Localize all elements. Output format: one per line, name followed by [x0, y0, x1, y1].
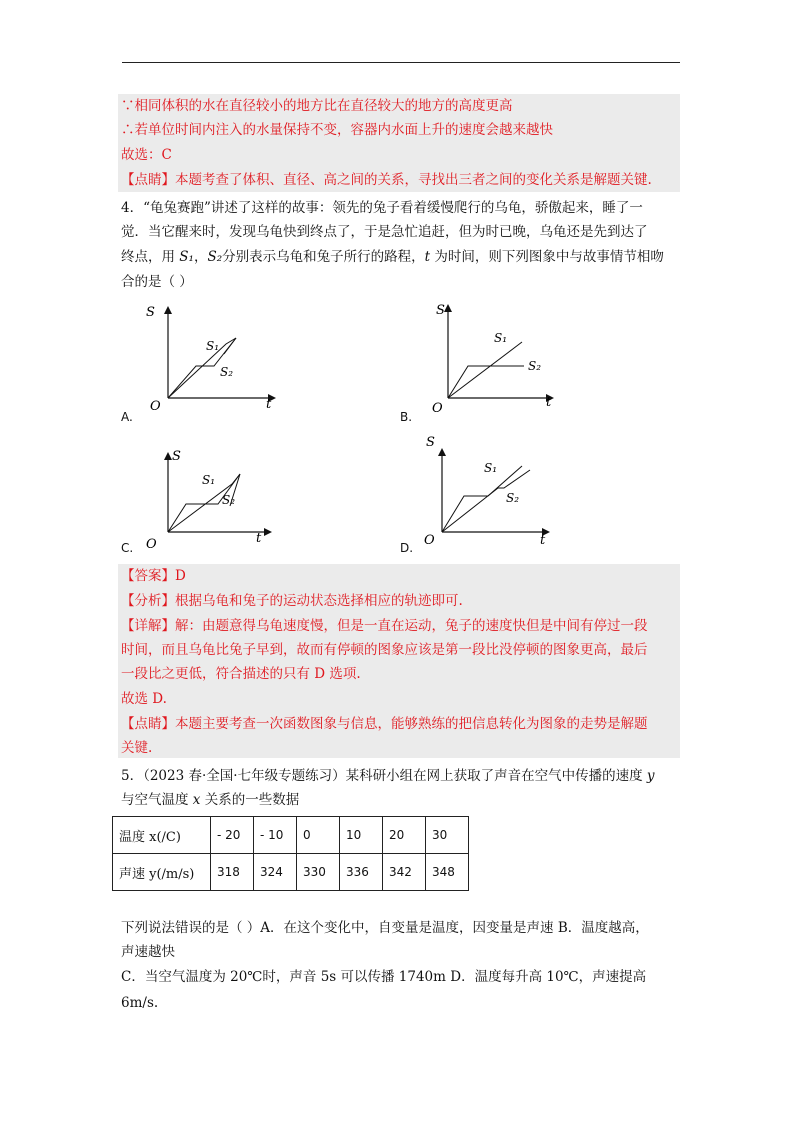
- origin-label: O: [424, 533, 435, 548]
- x-symbol: x: [192, 792, 201, 808]
- series-1-label: S₁: [484, 461, 498, 475]
- q5-line-1: [121, 766, 655, 786]
- q5-text: 5．（2023 春·全国·七年级专题练习）某科研小组在网上获取了声音在空气中传播的速度: [121, 768, 647, 784]
- axis-x-label: t: [256, 531, 262, 546]
- axis-y-label: S: [172, 449, 181, 464]
- detail-line-2: 时间，而且乌龟比兔子早到，故而有停顿的图象应该是第一段比没停顿的图象更高，最后: [121, 642, 648, 658]
- axis-y-label: S: [146, 305, 155, 320]
- table-cell: 20: [383, 817, 426, 854]
- table-cell: 10: [340, 817, 383, 854]
- origin-label: O: [150, 399, 161, 413]
- series-1-label: S₁: [494, 331, 508, 345]
- graph-b: [418, 296, 563, 416]
- table-cell: 0: [297, 817, 340, 854]
- table-cell: 342: [383, 854, 426, 891]
- table-cell: - 10: [254, 817, 297, 854]
- q4-line-1: 4．“龟兔赛跑”讲述了这样的故事：领先的兔子看着缓慢爬行的乌龟，骄傲起来，睡了一: [121, 200, 643, 216]
- q4-text: 为时间，则下列图象中与故事情节相吻: [430, 249, 664, 265]
- conclusion-line: ∴若单位时间内注入的水量保持不变，容器内水面上升的速度会越来越快: [121, 122, 553, 138]
- graph-d: [418, 430, 563, 555]
- y-symbol: y: [646, 768, 655, 784]
- table-cell: 30: [426, 817, 469, 854]
- q4-text: 分别表示乌龟和兔子所行的路程，: [222, 249, 425, 265]
- series-1-label: S₁: [202, 473, 216, 487]
- q4-line-3: [121, 247, 664, 267]
- origin-label: O: [432, 401, 443, 416]
- q5-options-line-3: C．当空气温度为 20℃时，声音 5s 可以传播 1740m D．温度每升高 10℃，声速提高: [121, 969, 647, 985]
- graph-a: [138, 298, 283, 413]
- choice-line: 故选：C: [121, 147, 172, 163]
- q5-text: 关系的一些数据: [200, 792, 300, 808]
- comment-line: 【点睛】本题考查了体积、直径、高之间的关系，寻找出三者之间的变化关系是解题关键.: [121, 172, 652, 188]
- series-1-label: S₁: [206, 339, 220, 353]
- series-2-label: S₂: [220, 365, 234, 379]
- header-rule: [122, 62, 680, 63]
- q5-options-line-1: 下列说法错误的是（ ）A．在这个变化中，自变量是温度，因变量是声速 B．温度越高，: [121, 920, 649, 936]
- axis-x-label: t: [540, 533, 546, 548]
- answer-line: 【答案】D: [121, 568, 186, 584]
- option-d-label: D.: [400, 541, 414, 555]
- analysis-line: 【分析】根据乌龟和兔子的运动状态选择相应的轨迹即可.: [121, 593, 463, 609]
- table-row: [113, 854, 469, 891]
- table-row: [113, 817, 469, 854]
- origin-label: O: [146, 537, 157, 552]
- q4-line-2: 觉．当它醒来时，发现乌龟快到终点了，于是急忙追赶，但为时已晚，乌龟还是先到达了: [121, 224, 648, 240]
- table-header: 声速 y(/m/s): [113, 854, 211, 891]
- table-cell: 330: [297, 854, 340, 891]
- axis-x-label: t: [546, 395, 552, 410]
- q4-line-4: 合的是（ ）: [121, 274, 193, 290]
- table-cell: 348: [426, 854, 469, 891]
- series-2-label: S₂: [528, 359, 542, 373]
- option-c-label: C.: [121, 541, 134, 555]
- s2-symbol: S₂: [207, 249, 223, 265]
- table-cell: 324: [254, 854, 297, 891]
- separator: ，: [193, 249, 208, 265]
- axis-x-label: t: [266, 397, 272, 412]
- data-table: [112, 816, 469, 891]
- table-header: 温度 x(/C): [113, 817, 211, 854]
- comment-line-2: 关键.: [121, 740, 153, 756]
- table-cell: 336: [340, 854, 383, 891]
- t-symbol: t: [424, 249, 431, 265]
- q5-line-2: [121, 790, 299, 810]
- table-cell: - 20: [211, 817, 254, 854]
- series-2-label: S₂: [506, 491, 520, 505]
- choose-line: 故选 D.: [121, 691, 167, 707]
- q4-text: 终点，用: [121, 249, 180, 265]
- axis-y-label: S: [426, 435, 435, 450]
- option-b-label: B.: [400, 410, 413, 424]
- comment-line-1: 【点睛】本题主要考查一次函数图象与信息，能够熟练的把信息转化为图象的走势是解题: [121, 716, 648, 732]
- s1-symbol: S₁: [179, 249, 194, 265]
- series-2-label: S₂: [222, 493, 236, 507]
- table-cell: 318: [211, 854, 254, 891]
- axis-y-label: S: [436, 303, 445, 318]
- detail-line-3: 一段比之更低，符合描述的只有 D 选项.: [121, 666, 361, 682]
- q5-text: 与空气温度: [121, 792, 193, 808]
- option-a-label: A.: [121, 410, 133, 424]
- q5-options-line-2: 声速越快: [121, 944, 175, 960]
- q5-options-line-4: 6m/s.: [121, 995, 159, 1011]
- graph-c: [138, 440, 283, 555]
- detail-line-1: 【详解】解：由题意得乌龟速度慢，但是一直在运动，兔子的速度快但是中间有停过一段: [121, 618, 648, 634]
- reason-line: ∵相同体积的水在直径较小的地方比在直径较大的地方的高度更高: [121, 98, 513, 114]
